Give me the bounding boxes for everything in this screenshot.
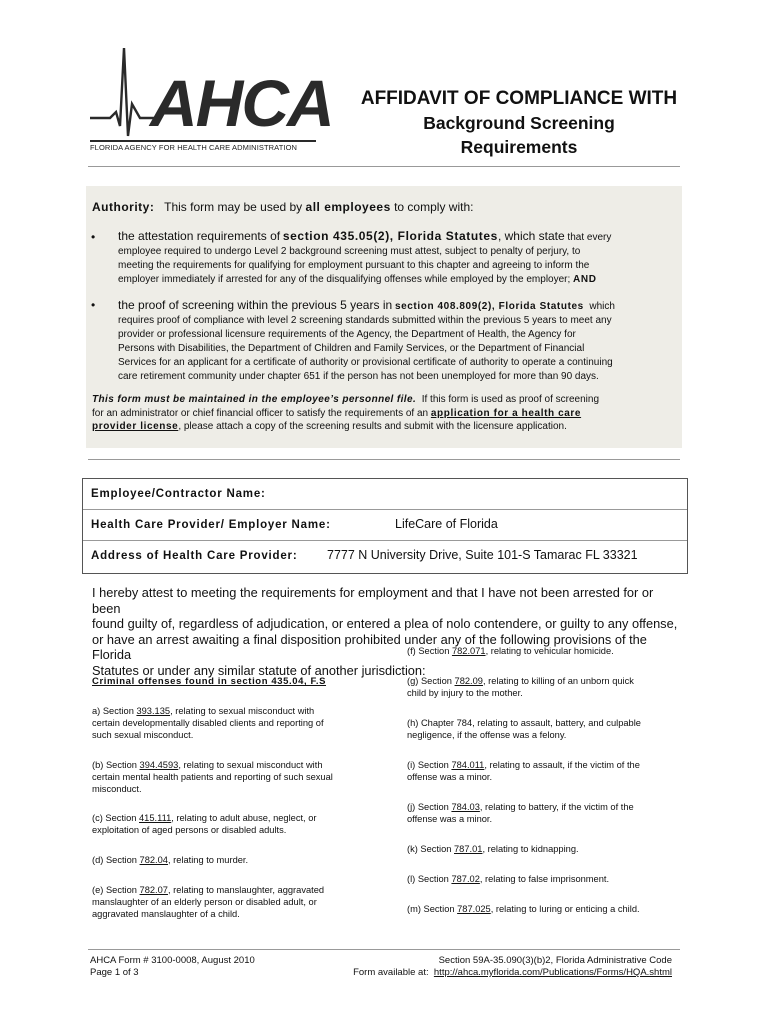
- offense-a: a) Section 393.135, relating to sexual misconduct with certain developmentally disabled clients and reporting of such sexual misconduct.: [92, 706, 324, 740]
- personnel-file-note: This form must be maintained in the employee’s personnel file. If this form is used as proof of screening for an administrator or chief financial officer to satisfy the requirements of an application for a health care provider license, please attach a copy of the screening results and submit with the licensure application.: [92, 394, 600, 432]
- footer-divider: [88, 949, 680, 950]
- bullet-1-symbol: •: [91, 230, 96, 244]
- offense-b: (b) Section 394.4593, relating to sexual misconduct with certain mental health patients and reporting of such sexual misconduct.: [92, 760, 333, 794]
- provider-license-link[interactable]: provider license: [92, 421, 179, 432]
- admin-code: Section 59A-35.090(3)(b)2, Florida Administrative Code: [438, 955, 672, 966]
- employee-info-table: [82, 478, 688, 574]
- footer-right: [353, 955, 672, 979]
- page-title: [348, 86, 690, 159]
- offense-j: (j) Section 784.03, relating to battery, if the victim of the offense was a minor.: [407, 802, 634, 824]
- offense-m: (m) Section 787.025, relating to luring or enticing a child.: [407, 904, 640, 914]
- offense-l: (l) Section 787.02, relating to false imprisonment.: [407, 874, 610, 884]
- offense-e: (e) Section 782.07, relating to manslaughter, aggravated manslaughter of an elderly person or disabled adult, or aggravated manslaughter of a child.: [92, 885, 325, 919]
- form-url-link[interactable]: http://ahca.myflorida.com/Publications/Forms/HQA.shtml: [433, 967, 672, 978]
- address-label: Address of Health Care Provider:: [91, 550, 298, 562]
- address-field[interactable]: 7777 N University Drive, Suite 101-S Tamarac FL 33321: [327, 548, 638, 562]
- provider-label: Health Care Provider/ Employer Name:: [91, 519, 331, 531]
- offense-i: (i) Section 784.011, relating to assault, if the victim of the offense was a minor.: [407, 760, 640, 782]
- form-number: AHCA Form # 3100-0008, August 2010: [90, 955, 255, 966]
- title-line-1: AFFIDAVIT OF COMPLIANCE WITH: [360, 88, 678, 109]
- offense-f: (f) Section 782.071, relating to vehicular homicide.: [407, 646, 614, 656]
- footer-left: [90, 955, 255, 979]
- top-divider: [88, 166, 680, 167]
- authority-intro: Authority: This form may be used by all employees to comply with:: [92, 200, 474, 214]
- address-row: [83, 541, 687, 572]
- attestation-paragraph: I hereby attest to meeting the requirements for employment and that I have not been arrested for or been found guilty of, regardless of adjudication, or entered a plea of nolo contendere, or guilty to any offense, or have an arrest awaiting a final disposition prohibited under any of the following provisions of the Florida Statutes or under any similar statute of another jurisdiction:: [92, 585, 678, 678]
- offense-k: (k) Section 787.01, relating to kidnapping.: [407, 844, 579, 854]
- title-line-2: Background Screening: [423, 113, 615, 133]
- mid-divider: [88, 459, 680, 460]
- page-number: Page 1 of 3: [90, 967, 139, 978]
- offense-d: (d) Section 782.04, relating to murder.: [92, 855, 249, 865]
- offense-g: (g) Section 782.09, relating to killing of an unborn quick child by injury to the mother.: [407, 676, 634, 698]
- form-available-label: Form available at:: [353, 967, 429, 978]
- bullet-1-text: the attestation requirements of section 435.05(2), Florida Statutes, which state that every employee required to undergo Level 2 background screening must attest, subject to penalty of perjury, to meeting the requirements for qualifying for employment pursuant to this chapter and agreeing to inform the employer immediately if arrested for any of the disqualifying offenses while employed by the employer; AND: [118, 229, 612, 285]
- employee-label: Employee/Contractor Name:: [91, 488, 266, 500]
- authority-label: Authority:: [92, 200, 155, 214]
- ahca-logo-subtitle: FLORIDA AGENCY FOR HEALTH CARE ADMINISTRATION: [90, 143, 298, 152]
- criminal-offenses-heading: Criminal offenses found in section 435.04, F.S: [92, 676, 327, 687]
- employee-row: [83, 479, 687, 510]
- title-line-3: Requirements: [460, 137, 578, 157]
- license-application-link[interactable]: application for a health care: [430, 407, 582, 419]
- ahca-logo-text: AHCA: [150, 66, 333, 140]
- provider-name-field[interactable]: LifeCare of Florida: [395, 517, 498, 531]
- provider-row: [83, 510, 687, 541]
- bullet-2-symbol: •: [91, 298, 96, 312]
- bullet-2-text: the proof of screening within the previous 5 years in section 408.809(2), Florida Statutes which requires proof of compliance with level 2 screening standards submitted within the previous 5 years to meet any provider or professional licensure requirements of the Agency, the Department of Health, the Agency for Persons with Disabilities, the Department of Children and Family Services, or the Department of Financial Services for an applicant for a certificate of authority or provisional certificate of authority to operate a continuing care retirement community under chapter 651 if the person has not been unemployed for more than 90 days.: [118, 298, 615, 382]
- offense-h: (h) Chapter 784, relating to assault, battery, and culpable negligence, if the offense was a felony.: [407, 718, 641, 740]
- offense-c: (c) Section 415.111, relating to adult abuse, neglect, or exploitation of aged persons or disabled adults.: [92, 813, 317, 835]
